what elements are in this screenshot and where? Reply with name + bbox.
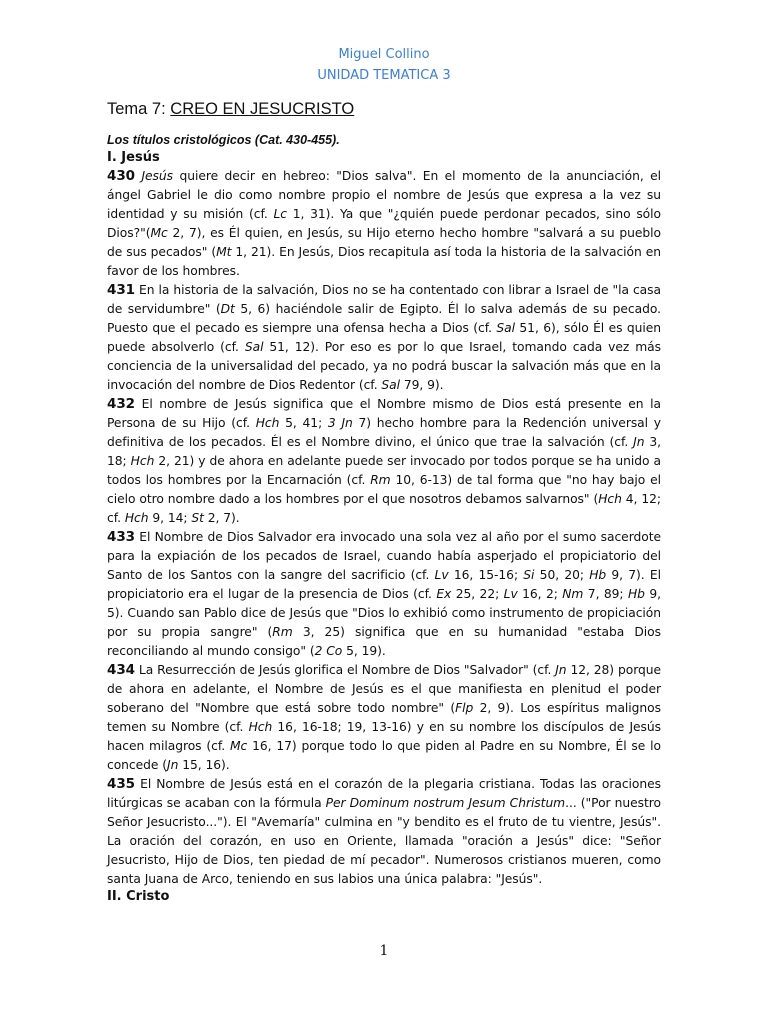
paragraph-text: 12, 28) porque de ahora en adelante, el Nombre de Jesús es el que manifiesta en plenitud el poder soberano del "Nombre que está sobre todo nombre" (	[107, 663, 661, 715]
paragraph-text: El nombre de Jesús significa que el Nombre mismo de Dios está presente en la Persona de su Hijo (cf.	[107, 397, 661, 430]
citation-text: Jn	[167, 758, 179, 772]
paragraph-431	[107, 281, 661, 395]
citation-text: Ex	[436, 587, 452, 601]
paragraph-text: 51, 12). Por eso es por lo que Israel, tomando cada vez más conciencia de la universalidad del pecado, ya no podrá buscar la salvación más que en la invocación del nombre de Dios Redentor (cf.	[107, 340, 662, 392]
paragraph-text: ... ("Por nuestro Señor Jesucristo..."). El "Avemaría" culmina en "y bendito es el fruto de tu vientre, Jesús". La oración del corazón, en uso en Oriente, llamada "oración a Jesús" dice: "Señor Jesucristo, Hijo de Dios, ten piedad de mí pecador". Numerosos cristianos mueren, como santa Juana de Arco, teniendo en sus labios una única palabra: "Jesús".	[107, 796, 661, 886]
citation-text: Jn	[633, 435, 645, 449]
paragraph-430	[107, 167, 661, 281]
paragraph-text: 7) hecho hombre para la Redención universal y definitiva de los pecados. Él es el Nombre divino, el único que trae la salvación (cf.	[107, 416, 662, 449]
citation-text: Sal	[244, 340, 264, 354]
header-author: Miguel Collino	[338, 47, 430, 62]
header-unit: UNIDAD TEMATICA 3	[317, 68, 451, 83]
section-heading-jesus: I. Jesús	[107, 150, 160, 165]
paragraph-text: 51, 6), sólo Él es quien puede absolverlo (cf.	[107, 321, 661, 354]
citation-text: Sal	[381, 378, 401, 392]
paragraph-text: 2, 7), es Él quien, en Jesús, su Hijo eterno hecho hombre "salvará a su pueblo de sus pecados" (	[107, 226, 661, 259]
paragraph-435	[107, 775, 661, 889]
paragraph-text: 3, 25) significa que en su humanidad "estaba Dios reconciliando al mundo consigo" (	[107, 625, 661, 658]
paragraph-text: 2, 21) y de ahora en adelante puede ser invocado por todos porque se ha unido a todos los hombres por la Encarnación (cf.	[107, 454, 662, 487]
citation-text: Mt	[216, 245, 232, 259]
paragraph-text: 16, 2;	[517, 587, 563, 601]
paragraph-text: quiere decir en hebreo: "Dios salva". En el momento de la anunciación, el ángel Gabriel le dio como nombre propio el nombre de Jesús que expresa a la vez su identidad y su misión (cf.	[107, 169, 662, 221]
citation-text: Hch	[248, 720, 273, 734]
citation-text: Jesús	[141, 169, 174, 183]
citation-text: Rm	[370, 473, 391, 487]
paragraph-text: 9, 7). El propiciatorio era el lugar de la presencia de Dios (cf.	[107, 568, 661, 601]
paragraph-text: 1, 21). En Jesús, Dios recapitula así toda la historia de la salvación en favor de los hombres.	[107, 245, 661, 278]
paragraph-text: 5, 41;	[279, 416, 328, 430]
paragraph-text: La Resurrección de Jesús glorifica el Nombre de Dios "Salvador" (cf.	[135, 663, 556, 677]
citation-text: Nm	[562, 587, 584, 601]
paragraph-text: 25, 22;	[451, 587, 504, 601]
body-text	[107, 167, 661, 889]
citation-text: Per Dominum nostrum Jesum Christum	[325, 796, 566, 810]
paragraph-text: 1, 31). Ya que "¿quién puede perdonar pecados, sino sólo Dios?"(	[107, 207, 661, 240]
citation-text: Mc	[229, 739, 248, 753]
paragraph-text: 4, 12; cf.	[107, 492, 661, 525]
citation-text: Hb	[627, 587, 645, 601]
paragraph-text: El Nombre de Dios Salvador era invocado una sola vez al año por el sumo sacerdote para la expiación de los pecados de Israel, cuando había asperjado el propiciatorio del Santo de los Santos con la sangre del sacrificio (cf.	[107, 530, 661, 582]
section-heading-cristo: II. Cristo	[107, 889, 170, 904]
paragraph-number: 432	[107, 396, 136, 412]
page-number: 1	[379, 943, 389, 959]
paragraph-text: 2, 9). Los espíritus malignos temen su Nombre (cf.	[107, 701, 661, 734]
paragraph-number: 434	[107, 662, 136, 678]
paragraph-text: 5, 6) haciéndole salir de Egipto. Él lo salva además de su pecado. Puesto que el pecado es siempre una ofensa hecha a Dios (cf.	[107, 302, 662, 335]
citation-text: Si	[523, 568, 535, 582]
paragraph-text: 10, 6-13) de tal forma que "no hay bajo el cielo otro nombre dado a los hombres por el que nosotros debamos salvarnos" (	[107, 473, 661, 506]
paragraph-number: 435	[107, 776, 136, 792]
citation-text: St	[191, 511, 204, 525]
citation-text: Mc	[150, 226, 168, 240]
paragraph-434	[107, 661, 661, 775]
citation-text: Dt	[220, 302, 235, 316]
title-prefix: Tema 7:	[107, 100, 171, 118]
paragraph-text: 7, 89;	[583, 587, 628, 601]
paragraph-text: 79, 9).	[400, 378, 444, 392]
paragraph-text: 5, 19).	[342, 644, 386, 658]
paragraph-text: 16, 16-18; 19, 13-16) y en su nombre los discípulos de Jesús hacen milagros (cf.	[107, 720, 661, 753]
citation-text: Jn	[555, 663, 567, 677]
citation-text: Lv	[434, 568, 449, 582]
citation-text: Hch	[124, 511, 149, 525]
paragraph-text: 16, 15-16;	[448, 568, 524, 582]
paragraph-text: 50, 20;	[534, 568, 590, 582]
paragraph-number: 430	[107, 168, 136, 184]
citation-text: Lv	[503, 587, 518, 601]
citation-text: Hch	[598, 492, 622, 506]
citation-text: Hb	[589, 568, 607, 582]
paragraph-number: 431	[107, 282, 136, 298]
page-title	[107, 100, 354, 119]
citation-text: Sal	[496, 321, 515, 335]
title-main: CREO EN JESUCRISTO	[170, 100, 355, 118]
paragraph-number: 433	[107, 529, 136, 545]
paragraph-text: 2, 7).	[203, 511, 240, 525]
paragraph-text: 9, 14;	[148, 511, 192, 525]
citation-text: Rm	[272, 625, 293, 639]
citation-text: Hch	[255, 416, 280, 430]
paragraph-text: 15, 16).	[178, 758, 230, 772]
paragraph-432	[107, 395, 661, 528]
paragraph-text: En la historia de la salvación, Dios no se ha contentado con librar a Israel de "la casa de servidumbre" (	[107, 283, 661, 316]
citation-text: Hch	[130, 454, 155, 468]
paragraph-text: 16, 17) porque todo lo que piden al Padre en su Nombre, Él se lo concede (	[107, 739, 661, 772]
paragraph-text: El Nombre de Jesús está en el corazón de la plegaria cristiana. Todas las oraciones litúrgicas se acaban con la fórmula	[107, 777, 661, 810]
subtitle: Los títulos cristológicos (Cat. 430-455).	[107, 133, 340, 147]
citation-text: Flp	[455, 701, 474, 715]
paragraph-433	[107, 528, 661, 661]
paragraph-text: 9, 5). Cuando san Pablo dice de Jesús que "Dios lo exhibió como instrumento de propiciación por su propia sangre" (	[107, 587, 661, 639]
citation-text: Lc	[273, 207, 287, 221]
page-header	[0, 44, 768, 86]
paragraph-text: 3, 18;	[107, 435, 661, 468]
citation-text: 2 Co	[314, 644, 343, 658]
citation-text: 3 Jn	[327, 416, 353, 430]
